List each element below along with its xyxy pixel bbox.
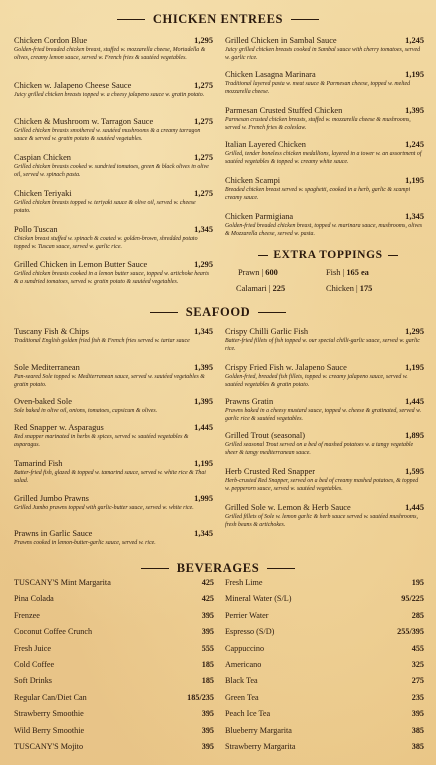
topping-item: Prawn | 600	[238, 268, 278, 277]
chicken-left-column	[14, 36, 213, 304]
item-price: 1,245	[405, 140, 424, 149]
menu-item	[14, 117, 213, 153]
item-price: 1,195	[405, 176, 424, 185]
beverage-price: 255/395	[397, 627, 424, 637]
item-description: Traditional layered pasta w. meat sauce & Parmesan cheese, topped w. melted mozzarella cheese.	[225, 81, 411, 96]
beverage-name: Fresh Juice	[14, 643, 52, 653]
heading-rule-right	[291, 19, 319, 20]
item-price: 1,445	[405, 503, 424, 512]
topping-name: Chicken	[326, 284, 354, 293]
item-price: 1,395	[194, 397, 213, 406]
beverage-price: 425	[201, 594, 214, 604]
beverage-name: Cappuccino	[225, 643, 265, 653]
menu-item	[225, 467, 424, 503]
item-description: Prawns baked in a cheesy mustard sauce, topped w. cheese & gratinated, served w. garlic rice & sautéed vegetables.	[225, 408, 422, 423]
item-description: Grilled seasonal Trout served on a bed of mashed potatoes w. a tangy vegetable sheer & tangy mediterranean sauce.	[225, 442, 414, 457]
beverage-name: Regular Can/Diet Can	[14, 692, 87, 702]
item-name: Prawns Gratin	[225, 397, 274, 406]
menu-item	[14, 189, 213, 225]
beverage-item	[14, 726, 214, 742]
item-description: Grilled, tender boneless chicken medallions, layered in a tower w. an assortment of sautéed vegetables & topped w. creamy white sauce.	[225, 151, 422, 166]
beverage-item	[225, 611, 424, 627]
item-name: Grilled Chicken in Sambal Sauce	[225, 36, 337, 45]
seafood-heading	[0, 304, 436, 320]
heading-rule-left	[150, 312, 178, 313]
item-price: 1,245	[405, 36, 424, 45]
beverage-price: 395	[201, 627, 214, 637]
menu-item	[14, 327, 213, 363]
item-description: Golden-fried breaded chicken breast, topped w. marinara sauce, mushrooms, olives & Mozzarella cheese, served w. pasta.	[225, 223, 423, 238]
beverage-name: Pina Colada	[14, 594, 54, 604]
menu-item	[225, 503, 424, 537]
item-description: Grilled chicken breasts cooked w. sundried tomatoes, green & black olives in olive oil, served w. spinach pasta.	[14, 163, 209, 178]
item-description: Batter-fried fish, glazed & topped w. tamarind sauce, served w. white rice & Thai salad.	[14, 470, 206, 485]
item-description: Sole baked in olive oil, onions, tomatoes, capsicum & olives.	[14, 408, 158, 414]
menu-item	[225, 70, 424, 106]
heading-rule-right	[267, 568, 295, 569]
menu-item	[225, 106, 424, 140]
item-price: 1,295	[194, 36, 213, 45]
beverage-price: 325	[411, 659, 424, 669]
item-price: 1,395	[405, 106, 424, 115]
item-name: Prawns in Garlic Sauce	[14, 529, 93, 538]
beverage-item	[14, 644, 214, 660]
item-price: 1,275	[194, 80, 213, 90]
beverage-name: Americano	[225, 659, 262, 669]
item-name: Chicken Parmigiana	[225, 212, 294, 221]
heading-rule-right	[388, 255, 398, 256]
topping-item: Chicken | 175	[326, 284, 373, 293]
menu-item	[225, 431, 424, 467]
item-name: Chicken Lasagna Marinara	[225, 70, 316, 79]
item-price: 1,345	[194, 529, 213, 538]
item-price: 1,275	[194, 152, 213, 162]
beverage-name: TUSCANY'S Mint Margarita	[14, 578, 111, 587]
beverage-price: 235	[411, 692, 424, 702]
beverage-name: Strawberry Smoothie	[14, 709, 84, 719]
beverage-item	[14, 660, 214, 676]
menu-item	[14, 363, 213, 397]
item-description: Golden-fried breaded chicken breast, stuffed w. mozzarella cheese, Mortadella & olives, creamy lemon sauce, served w. French fries & sautéed vegetables.	[14, 47, 206, 62]
seafood-title: SEAFOOD	[185, 304, 251, 319]
beverage-price: 395	[201, 610, 214, 620]
beverage-price: 395	[201, 709, 214, 719]
item-name: Italian Layered Chicken	[225, 140, 306, 149]
item-name: Parmesan Crusted Stuffed Chicken	[225, 106, 343, 115]
beverage-name: Soft Drinks	[14, 676, 52, 686]
beverage-item	[14, 611, 214, 627]
item-price: 1,275	[194, 116, 213, 126]
item-description: Parmesan crusted chicken breasts, stuffed w. mozzarella cheese & mushrooms, served w. French fries & coleslaw.	[225, 117, 411, 132]
beverage-price: 185	[201, 659, 214, 669]
beverage-item	[14, 578, 214, 594]
beverage-name: Blueberry Margarita	[225, 725, 292, 735]
item-price: 1,275	[194, 188, 213, 198]
item-description: Grilled chicken breasts topped w. teriyaki sauce & olive oil, served w. cheese potato.	[14, 199, 196, 214]
chicken-entrees-title: CHICKEN ENTREES	[152, 11, 284, 26]
item-description: Chicken breast stuffed w. spinach & coated w. golden-brown, shredded potato topped w. Tuscan sauce, served w. garlic rice.	[14, 235, 198, 250]
beverage-name: Perrier Water	[225, 610, 269, 620]
topping-price: 225	[272, 284, 286, 293]
menu-item	[225, 176, 424, 212]
beverage-item	[14, 594, 214, 610]
beverages-left-column	[14, 578, 214, 758]
menu-item	[14, 459, 213, 494]
menu-item	[225, 397, 424, 431]
topping-name: Calamari	[236, 284, 267, 293]
item-name: Chicken w. Jalapeno Cheese Sauce	[14, 80, 132, 90]
topping-item: Fish | 165 ea	[326, 268, 369, 277]
item-description: Grilled chicken breasts cooked in a lemon butter sauce, topped w. artichoke hearts & a sundried tomatoes, served w. gratin potato & sautéed vegetables.	[14, 270, 209, 285]
item-description: Red snapper marinated in herbs & spices, served w. sautéed vegetables & asparagus.	[14, 434, 189, 449]
item-name: Tuscany Fish & Chips	[14, 327, 89, 336]
heading-rule-left	[117, 19, 145, 20]
item-name: Chicken & Mushroom w. Tarragon Sauce	[14, 116, 154, 126]
item-description: Pan-seared Sole topped w. Mediterranean sauce, served w. sautéed vegetables & gratin potato.	[14, 374, 205, 389]
item-name: Grilled Trout (seasonal)	[225, 431, 306, 440]
beverage-item	[225, 578, 424, 594]
extra-toppings-title: EXTRA TOPPINGS	[273, 249, 383, 261]
menu-item	[14, 81, 213, 117]
topping-name: Fish	[326, 268, 341, 277]
seafood-right-column	[225, 327, 424, 537]
chicken-right-column	[225, 36, 424, 246]
beverage-item	[225, 627, 424, 643]
item-price: 1,595	[405, 467, 424, 476]
beverage-price: 275	[411, 676, 424, 686]
item-name: Grilled Sole w. Lemon & Herb Sauce	[225, 503, 351, 512]
beverage-item	[14, 742, 214, 758]
heading-rule-left	[258, 255, 268, 256]
menu-item	[225, 327, 424, 363]
beverage-item	[225, 676, 424, 692]
menu-item	[14, 397, 213, 423]
toppings-grid	[232, 268, 424, 302]
beverage-price: 285	[411, 610, 424, 620]
beverage-name: Fresh Lime	[225, 578, 263, 587]
item-description: Traditional English golden fried fish & French fries served w. tartar sauce	[14, 338, 190, 344]
beverage-price: 425	[201, 578, 214, 587]
menu-item	[225, 212, 424, 246]
item-price: 1,445	[405, 397, 424, 406]
seafood-left-column	[14, 327, 213, 553]
menu-item	[14, 153, 213, 189]
item-name: Sole Mediterranean	[14, 363, 80, 372]
item-description: Herb-crusted Red Snapper, served on a bed of creamy mashed potatoes, & topped w. pepperorn sauce, served w. sautéed vegetables.	[225, 478, 419, 493]
item-price: 1,345	[405, 212, 424, 221]
beverage-price: 185/235	[187, 692, 214, 702]
item-description: Grilled chicken breasts smothered w. sautéed mushrooms & a creamy tarragon sauce & served w. gratin potato & sautéed vegetables.	[14, 127, 201, 142]
item-description: Golden-fried, breaded fish fillets, topped w. creamy jalapeno sauce, served w. sautéed vegetables & gratin potato.	[225, 374, 408, 389]
menu-item	[14, 36, 213, 81]
beverage-price: 95/225	[401, 594, 424, 604]
beverage-price: 455	[411, 643, 424, 653]
item-description: Batter-fried fillets of fish topped w. our special chilli-garlic sauce, served w. garlic rice.	[225, 338, 420, 353]
item-description: Grilled fillets of Sole w. lemon garlic & herb sauce served w. sautéed mushrooms, fresh beans & artichokes.	[225, 514, 418, 529]
chicken-entrees-heading	[0, 11, 436, 27]
item-price: 1,345	[194, 224, 213, 234]
beverage-name: Green Tea	[225, 692, 259, 702]
item-name: Red Snapper w. Asparagus	[14, 423, 104, 432]
menu-item	[14, 225, 213, 260]
menu-item	[14, 423, 213, 459]
item-name: Pollo Tuscan	[14, 224, 58, 234]
beverage-item	[14, 709, 214, 725]
beverage-name: Strawberry Margarita	[225, 741, 296, 751]
beverage-item	[14, 693, 214, 709]
item-name: Herb Crusted Red Snapper	[225, 467, 316, 476]
beverage-name: TUSCANY'S Mojito	[14, 741, 84, 751]
item-price: 1,995	[194, 494, 213, 503]
item-price: 1,395	[194, 363, 213, 372]
heading-rule-left	[141, 568, 169, 569]
menu-item	[14, 494, 213, 529]
beverage-price: 395	[201, 725, 214, 735]
item-name: Crispy Fried Fish w. Jalapeno Sauce	[225, 363, 347, 372]
topping-price: 600	[265, 268, 278, 277]
beverage-price: 555	[201, 643, 214, 653]
beverage-name: Black Tea	[225, 676, 258, 686]
beverage-name: Wild Berry Smoothie	[14, 725, 85, 735]
menu-item	[14, 529, 213, 553]
beverages-right-column	[225, 578, 424, 758]
item-name: Grilled Chicken in Lemon Butter Sauce	[14, 259, 148, 269]
beverage-item	[225, 644, 424, 660]
item-name: Caspian Chicken	[14, 152, 71, 162]
menu-item	[14, 260, 213, 304]
item-name: Chicken Cordon Blue	[14, 36, 88, 45]
item-name: Tamarind Fish	[14, 459, 63, 468]
beverage-price: 195	[411, 578, 424, 587]
beverage-name: Mineral Water (S/L)	[225, 594, 292, 604]
beverage-price: 185	[201, 676, 214, 686]
beverage-price: 395	[201, 741, 214, 751]
topping-name: Prawn	[238, 268, 260, 277]
item-name: Grilled Jumbo Prawns	[14, 494, 89, 503]
item-price: 1,295	[405, 327, 424, 336]
beverage-price: 385	[411, 741, 424, 751]
item-description: Breaded chicken breast served w. spaghetti, cooked in a herb, garlic & scampi creamy sauce.	[225, 187, 411, 202]
beverage-name: Cold Coffee	[14, 659, 55, 669]
beverage-name: Frenzee	[14, 610, 40, 620]
beverage-name: Peach Ice Tea	[225, 709, 271, 719]
item-description: Juicy grilled chicken breasts cooked in Sambal sauce with cherry tomatoes, served w. garlic rice.	[225, 47, 421, 62]
item-name: Crispy Chilli Garlic Fish	[225, 327, 309, 336]
topping-item: Calamari | 225	[236, 284, 286, 293]
menu-item	[225, 140, 424, 176]
beverage-item	[225, 709, 424, 725]
item-price: 1,445	[194, 423, 213, 432]
beverage-price: 385	[411, 725, 424, 735]
menu-item	[225, 363, 424, 397]
item-price: 1,345	[194, 327, 213, 336]
extra-toppings-heading	[232, 247, 424, 263]
item-description: Prawns cooked in lemon-butter-garlic sauce, served w. rice.	[14, 540, 156, 546]
item-price: 1,295	[194, 259, 213, 269]
item-description: Grilled Jumbo prawns topped with garlic-butter sauce, served w. white rice.	[14, 505, 194, 511]
beverages-title: BEVERAGES	[176, 560, 260, 575]
beverage-name: Coconut Coffee Crunch	[14, 627, 93, 637]
beverage-name: Espresso (S/D)	[225, 627, 275, 637]
beverage-item	[225, 594, 424, 610]
beverage-item	[14, 676, 214, 692]
item-description: Juicy grilled chicken breasts topped w. a cheesy jalapeno sauce w. gratin potato.	[14, 91, 205, 98]
menu-item	[225, 36, 424, 70]
heading-rule-right	[258, 312, 286, 313]
beverage-item	[225, 660, 424, 676]
topping-price: 165 ea	[346, 268, 369, 277]
beverage-item	[14, 627, 214, 643]
beverage-item	[225, 742, 424, 758]
item-name: Chicken Teriyaki	[14, 188, 72, 198]
item-price: 1,195	[194, 459, 213, 468]
topping-price: 175	[359, 284, 373, 293]
item-price: 1,195	[405, 70, 424, 79]
item-price: 1,895	[405, 431, 424, 440]
item-name: Oven-baked Sole	[14, 397, 72, 406]
beverages-heading	[0, 560, 436, 576]
beverage-item	[225, 693, 424, 709]
beverage-price: 395	[411, 709, 424, 719]
beverage-item	[225, 726, 424, 742]
item-price: 1,195	[405, 363, 424, 372]
item-name: Chicken Scampi	[225, 176, 281, 185]
